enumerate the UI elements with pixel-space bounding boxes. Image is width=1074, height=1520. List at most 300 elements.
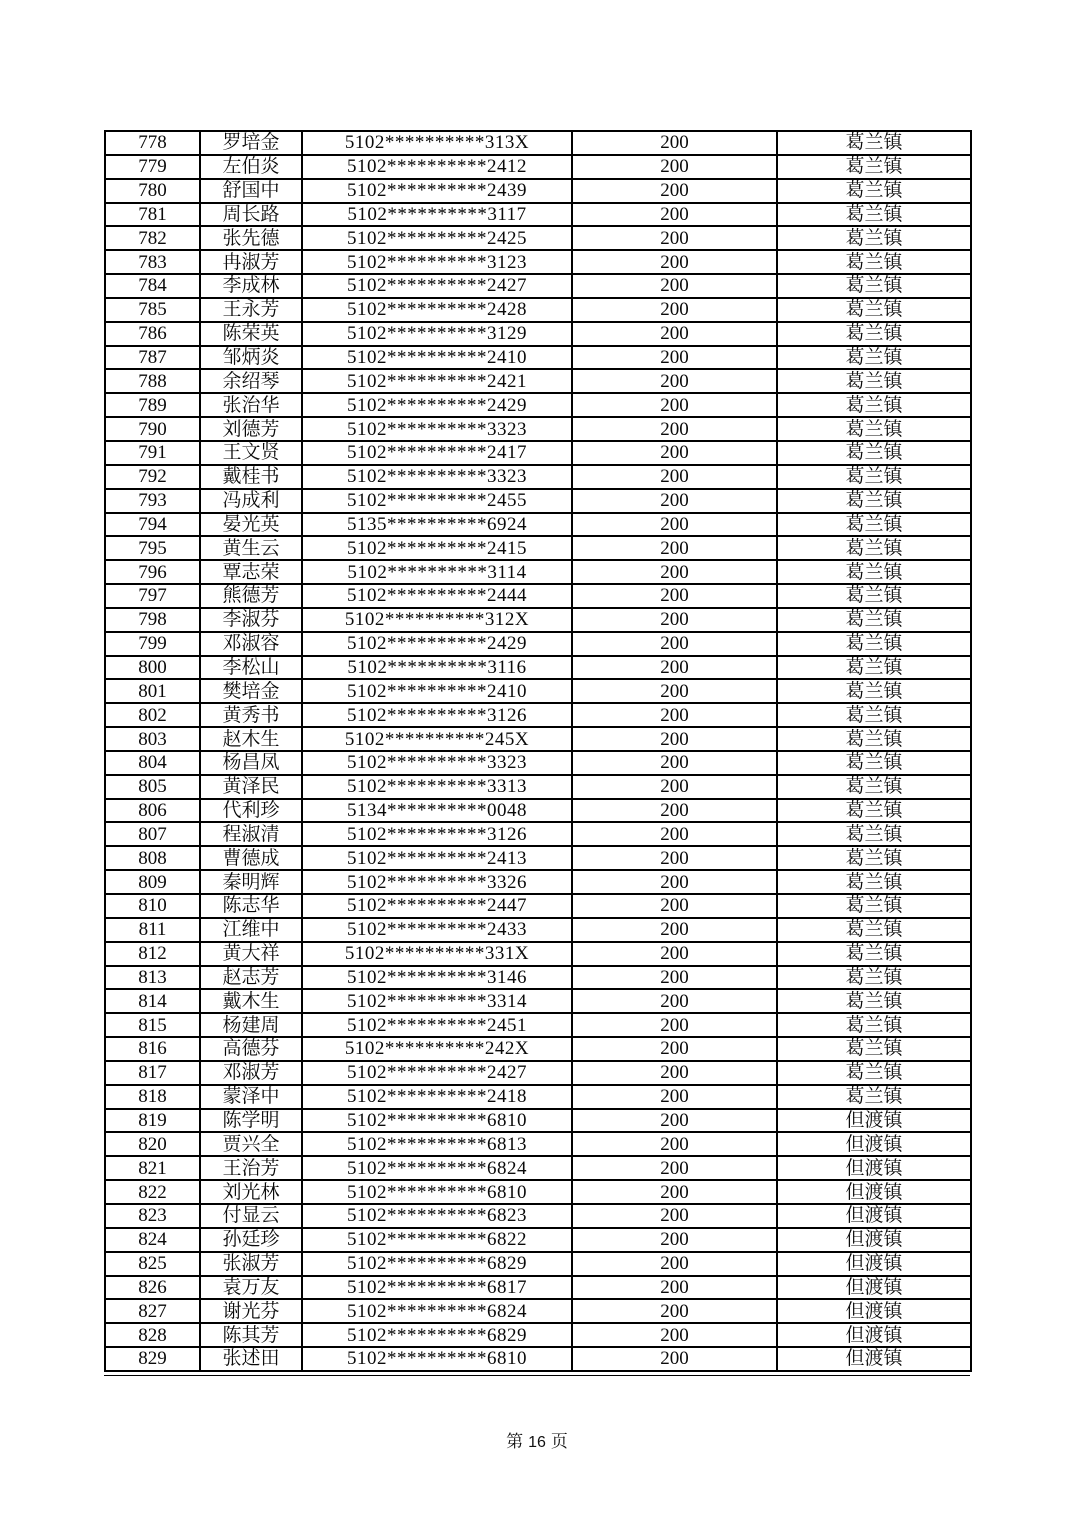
cell-id-number: 5102**********3323: [302, 417, 572, 441]
table-body: [105, 131, 971, 1371]
table-row: [105, 322, 971, 346]
cell-amount: 200: [572, 727, 777, 751]
cell-town-name: 葛兰镇: [777, 513, 971, 537]
cell-person-name: 戴桂书: [200, 465, 302, 489]
cell-sequence-number: 817: [105, 1061, 200, 1085]
cell-amount: 200: [572, 1276, 777, 1300]
cell-id-number: 5102**********2418: [302, 1085, 572, 1109]
cell-town-name: 葛兰镇: [777, 775, 971, 799]
cell-person-name: 袁万友: [200, 1276, 302, 1300]
cell-town-name: 但渡镇: [777, 1132, 971, 1156]
cell-amount: 200: [572, 1132, 777, 1156]
cell-sequence-number: 822: [105, 1180, 200, 1204]
cell-person-name: 冯成利: [200, 489, 302, 513]
table-row: [105, 966, 971, 990]
cell-id-number: 5134**********0048: [302, 799, 572, 823]
cell-amount: 200: [572, 369, 777, 393]
cell-town-name: 葛兰镇: [777, 536, 971, 560]
cell-person-name: 张先德: [200, 226, 302, 250]
cell-town-name: 葛兰镇: [777, 346, 971, 370]
cell-town-name: 葛兰镇: [777, 155, 971, 179]
cell-town-name: 葛兰镇: [777, 989, 971, 1013]
cell-id-number: 5102**********6810: [302, 1180, 572, 1204]
table-row: [105, 1037, 971, 1061]
cell-sequence-number: 829: [105, 1347, 200, 1371]
cell-town-name: 但渡镇: [777, 1180, 971, 1204]
table-row: [105, 513, 971, 537]
table-row: [105, 536, 971, 560]
cell-person-name: 冉淑芳: [200, 250, 302, 274]
cell-amount: 200: [572, 1347, 777, 1371]
cell-sequence-number: 800: [105, 656, 200, 680]
cell-person-name: 张述田: [200, 1347, 302, 1371]
cell-person-name: 樊培金: [200, 679, 302, 703]
cell-id-number: 5102**********2444: [302, 584, 572, 608]
cell-id-number: 5102**********2412: [302, 155, 572, 179]
cell-person-name: 黄大祥: [200, 942, 302, 966]
table-row: [105, 560, 971, 584]
table-row: [105, 1180, 971, 1204]
cell-amount: 200: [572, 322, 777, 346]
cell-sequence-number: 821: [105, 1156, 200, 1180]
cell-amount: 200: [572, 465, 777, 489]
cell-sequence-number: 792: [105, 465, 200, 489]
cell-person-name: 秦明辉: [200, 870, 302, 894]
table-row: [105, 1013, 971, 1037]
cell-id-number: 5102**********6829: [302, 1252, 572, 1276]
cell-person-name: 李松山: [200, 656, 302, 680]
cell-town-name: 但渡镇: [777, 1323, 971, 1347]
cell-amount: 200: [572, 1061, 777, 1085]
table-row: [105, 656, 971, 680]
cell-person-name: 熊德芳: [200, 584, 302, 608]
cell-sequence-number: 801: [105, 679, 200, 703]
cell-person-name: 蒙泽中: [200, 1085, 302, 1109]
cell-town-name: 葛兰镇: [777, 393, 971, 417]
cell-sequence-number: 796: [105, 560, 200, 584]
cell-person-name: 戴木生: [200, 989, 302, 1013]
cell-town-name: 葛兰镇: [777, 250, 971, 274]
cell-person-name: 杨昌凤: [200, 751, 302, 775]
cell-id-number: 5102**********6817: [302, 1276, 572, 1300]
cell-sequence-number: 802: [105, 703, 200, 727]
cell-id-number: 5102**********3323: [302, 751, 572, 775]
cell-person-name: 贾兴全: [200, 1132, 302, 1156]
cell-person-name: 程淑清: [200, 822, 302, 846]
cell-amount: 200: [572, 846, 777, 870]
table-row: [105, 417, 971, 441]
cell-town-name: 但渡镇: [777, 1156, 971, 1180]
table-row: [105, 679, 971, 703]
table-row: [105, 894, 971, 918]
cell-sequence-number: 810: [105, 894, 200, 918]
cell-person-name: 江维中: [200, 918, 302, 942]
cell-town-name: 葛兰镇: [777, 203, 971, 227]
cell-town-name: 葛兰镇: [777, 1037, 971, 1061]
cell-id-number: 5102**********331X: [302, 942, 572, 966]
table-row: [105, 393, 971, 417]
cell-town-name: 葛兰镇: [777, 298, 971, 322]
cell-person-name: 左伯炎: [200, 155, 302, 179]
cell-amount: 200: [572, 894, 777, 918]
cell-id-number: 5102**********2455: [302, 489, 572, 513]
cell-town-name: 葛兰镇: [777, 560, 971, 584]
cell-person-name: 周长路: [200, 203, 302, 227]
cell-amount: 200: [572, 1037, 777, 1061]
cell-id-number: 5102**********2427: [302, 1061, 572, 1085]
cell-amount: 200: [572, 298, 777, 322]
cell-id-number: 5102**********6813: [302, 1132, 572, 1156]
cell-person-name: 邓淑容: [200, 632, 302, 656]
cell-id-number: 5102**********6810: [302, 1347, 572, 1371]
cell-person-name: 黄生云: [200, 536, 302, 560]
table-row: [105, 250, 971, 274]
cell-town-name: 葛兰镇: [777, 751, 971, 775]
cell-sequence-number: 778: [105, 131, 200, 155]
cell-amount: 200: [572, 536, 777, 560]
cell-amount: 200: [572, 1299, 777, 1323]
cell-person-name: 邹炳炎: [200, 346, 302, 370]
cell-town-name: 葛兰镇: [777, 870, 971, 894]
cell-town-name: 葛兰镇: [777, 966, 971, 990]
cell-person-name: 晏光英: [200, 513, 302, 537]
cell-person-name: 黄泽民: [200, 775, 302, 799]
cell-amount: 200: [572, 679, 777, 703]
cell-person-name: 李成林: [200, 274, 302, 298]
cell-amount: 200: [572, 822, 777, 846]
cell-id-number: 5102**********2417: [302, 441, 572, 465]
cell-sequence-number: 805: [105, 775, 200, 799]
cell-amount: 200: [572, 203, 777, 227]
cell-town-name: 葛兰镇: [777, 894, 971, 918]
table-row: [105, 775, 971, 799]
cell-town-name: 但渡镇: [777, 1299, 971, 1323]
cell-amount: 200: [572, 1013, 777, 1037]
table-row: [105, 441, 971, 465]
table-row: [105, 942, 971, 966]
cell-sequence-number: 791: [105, 441, 200, 465]
table-row: [105, 274, 971, 298]
table-row: [105, 131, 971, 155]
cell-town-name: 葛兰镇: [777, 632, 971, 656]
cell-id-number: 5102**********312X: [302, 608, 572, 632]
cell-id-number: 5102**********2429: [302, 393, 572, 417]
cell-sequence-number: 819: [105, 1109, 200, 1133]
cell-person-name: 付显云: [200, 1204, 302, 1228]
cell-person-name: 陈学明: [200, 1109, 302, 1133]
cell-amount: 200: [572, 1252, 777, 1276]
cell-id-number: 5102**********245X: [302, 727, 572, 751]
cell-id-number: 5102**********3114: [302, 560, 572, 584]
cell-sequence-number: 814: [105, 989, 200, 1013]
cell-town-name: 但渡镇: [777, 1228, 971, 1252]
cell-person-name: 陈其芳: [200, 1323, 302, 1347]
table-row: [105, 846, 971, 870]
cell-id-number: 5102**********6824: [302, 1156, 572, 1180]
cell-town-name: 葛兰镇: [777, 918, 971, 942]
cell-sequence-number: 816: [105, 1037, 200, 1061]
table-row: [105, 179, 971, 203]
cell-town-name: 葛兰镇: [777, 1061, 971, 1085]
cell-amount: 200: [572, 346, 777, 370]
cell-town-name: 葛兰镇: [777, 608, 971, 632]
cell-person-name: 孙廷珍: [200, 1228, 302, 1252]
cell-id-number: 5102**********2427: [302, 274, 572, 298]
cell-person-name: 高德芬: [200, 1037, 302, 1061]
cell-amount: 200: [572, 632, 777, 656]
cell-id-number: 5102**********2410: [302, 679, 572, 703]
table-row: [105, 989, 971, 1013]
cell-person-name: 覃志荣: [200, 560, 302, 584]
cell-id-number: 5102**********2415: [302, 536, 572, 560]
cell-person-name: 刘光林: [200, 1180, 302, 1204]
cell-person-name: 刘德芳: [200, 417, 302, 441]
table-bottom-rule: [104, 1375, 970, 1376]
cell-town-name: 葛兰镇: [777, 656, 971, 680]
cell-amount: 200: [572, 966, 777, 990]
cell-amount: 200: [572, 989, 777, 1013]
table-row: [105, 1323, 971, 1347]
cell-person-name: 谢光芬: [200, 1299, 302, 1323]
cell-person-name: 王文贤: [200, 441, 302, 465]
table-row: [105, 1299, 971, 1323]
cell-sequence-number: 804: [105, 751, 200, 775]
cell-id-number: 5102**********6824: [302, 1299, 572, 1323]
cell-sequence-number: 820: [105, 1132, 200, 1156]
cell-person-name: 王永芳: [200, 298, 302, 322]
cell-sequence-number: 783: [105, 250, 200, 274]
cell-sequence-number: 793: [105, 489, 200, 513]
cell-town-name: 但渡镇: [777, 1276, 971, 1300]
cell-id-number: 5102**********3323: [302, 465, 572, 489]
cell-amount: 200: [572, 703, 777, 727]
page-footer: [0, 1427, 1074, 1452]
table-row: [105, 799, 971, 823]
table-row: [105, 870, 971, 894]
cell-amount: 200: [572, 274, 777, 298]
cell-id-number: 5102**********6822: [302, 1228, 572, 1252]
cell-sequence-number: 824: [105, 1228, 200, 1252]
cell-town-name: 葛兰镇: [777, 679, 971, 703]
cell-sequence-number: 799: [105, 632, 200, 656]
table-row: [105, 727, 971, 751]
table-row: [105, 1276, 971, 1300]
cell-town-name: 葛兰镇: [777, 799, 971, 823]
cell-amount: 200: [572, 1204, 777, 1228]
cell-id-number: 5102**********2421: [302, 369, 572, 393]
table-row: [105, 346, 971, 370]
cell-person-name: 李淑芬: [200, 608, 302, 632]
table-row: [105, 608, 971, 632]
cell-amount: 200: [572, 656, 777, 680]
table-row: [105, 489, 971, 513]
cell-amount: 200: [572, 489, 777, 513]
cell-person-name: 罗培金: [200, 131, 302, 155]
cell-sequence-number: 779: [105, 155, 200, 179]
cell-sequence-number: 798: [105, 608, 200, 632]
cell-town-name: 葛兰镇: [777, 322, 971, 346]
cell-town-name: 葛兰镇: [777, 1085, 971, 1109]
cell-town-name: 葛兰镇: [777, 274, 971, 298]
table-row: [105, 465, 971, 489]
cell-sequence-number: 786: [105, 322, 200, 346]
cell-amount: 200: [572, 155, 777, 179]
cell-id-number: 5102**********3313: [302, 775, 572, 799]
cell-amount: 200: [572, 1085, 777, 1109]
cell-id-number: 5102**********3126: [302, 822, 572, 846]
cell-id-number: 5135**********6924: [302, 513, 572, 537]
cell-sequence-number: 823: [105, 1204, 200, 1228]
cell-sequence-number: 806: [105, 799, 200, 823]
cell-amount: 200: [572, 250, 777, 274]
cell-amount: 200: [572, 584, 777, 608]
cell-id-number: 5102**********6823: [302, 1204, 572, 1228]
cell-sequence-number: 813: [105, 966, 200, 990]
cell-amount: 200: [572, 870, 777, 894]
cell-id-number: 5102**********2439: [302, 179, 572, 203]
table-row: [105, 203, 971, 227]
cell-id-number: 5102**********6810: [302, 1109, 572, 1133]
cell-id-number: 5102**********3123: [302, 250, 572, 274]
table-row: [105, 1109, 971, 1133]
cell-id-number: 5102**********3326: [302, 870, 572, 894]
cell-amount: 200: [572, 775, 777, 799]
table-row: [105, 1085, 971, 1109]
cell-sequence-number: 818: [105, 1085, 200, 1109]
cell-person-name: 代利珍: [200, 799, 302, 823]
cell-id-number: 5102**********3126: [302, 703, 572, 727]
table-row: [105, 1204, 971, 1228]
cell-town-name: 葛兰镇: [777, 584, 971, 608]
cell-amount: 200: [572, 1109, 777, 1133]
cell-town-name: 葛兰镇: [777, 465, 971, 489]
cell-id-number: 5102**********3129: [302, 322, 572, 346]
footer-suffix: 页: [550, 1432, 568, 1451]
cell-person-name: 杨建周: [200, 1013, 302, 1037]
cell-amount: 200: [572, 942, 777, 966]
cell-amount: 200: [572, 751, 777, 775]
cell-amount: 200: [572, 1323, 777, 1347]
cell-id-number: 5102**********2451: [302, 1013, 572, 1037]
table-row: [105, 918, 971, 942]
cell-person-name: 邓淑芳: [200, 1061, 302, 1085]
cell-id-number: 5102**********3146: [302, 966, 572, 990]
table-row: [105, 155, 971, 179]
cell-town-name: 葛兰镇: [777, 1013, 971, 1037]
cell-town-name: 但渡镇: [777, 1204, 971, 1228]
cell-sequence-number: 794: [105, 513, 200, 537]
cell-sequence-number: 807: [105, 822, 200, 846]
payment-roster-table: [104, 130, 972, 1372]
cell-sequence-number: 815: [105, 1013, 200, 1037]
cell-town-name: 葛兰镇: [777, 417, 971, 441]
cell-town-name: 葛兰镇: [777, 822, 971, 846]
page-number: 16: [528, 1434, 546, 1451]
cell-person-name: 舒国中: [200, 179, 302, 203]
cell-amount: 200: [572, 608, 777, 632]
cell-amount: 200: [572, 513, 777, 537]
table-row: [105, 1252, 971, 1276]
cell-sequence-number: 795: [105, 536, 200, 560]
cell-sequence-number: 828: [105, 1323, 200, 1347]
cell-sequence-number: 785: [105, 298, 200, 322]
cell-amount: 200: [572, 131, 777, 155]
cell-amount: 200: [572, 441, 777, 465]
cell-sequence-number: 784: [105, 274, 200, 298]
cell-id-number: 5102**********2428: [302, 298, 572, 322]
cell-sequence-number: 781: [105, 203, 200, 227]
cell-sequence-number: 826: [105, 1276, 200, 1300]
table-row: [105, 584, 971, 608]
cell-town-name: 葛兰镇: [777, 369, 971, 393]
cell-amount: 200: [572, 226, 777, 250]
table-row: [105, 1156, 971, 1180]
cell-person-name: 黄秀书: [200, 703, 302, 727]
cell-id-number: 5102**********2447: [302, 894, 572, 918]
cell-amount: 200: [572, 560, 777, 584]
cell-town-name: 但渡镇: [777, 1347, 971, 1371]
table-row: [105, 1228, 971, 1252]
cell-id-number: 5102**********313X: [302, 131, 572, 155]
cell-amount: 200: [572, 393, 777, 417]
cell-town-name: 葛兰镇: [777, 441, 971, 465]
table-row: [105, 226, 971, 250]
cell-id-number: 5102**********2425: [302, 226, 572, 250]
cell-id-number: 5102**********2410: [302, 346, 572, 370]
cell-amount: 200: [572, 1180, 777, 1204]
cell-town-name: 葛兰镇: [777, 489, 971, 513]
cell-amount: 200: [572, 1228, 777, 1252]
cell-amount: 200: [572, 918, 777, 942]
table-row: [105, 1347, 971, 1371]
cell-sequence-number: 787: [105, 346, 200, 370]
cell-sequence-number: 811: [105, 918, 200, 942]
cell-id-number: 5102**********3117: [302, 203, 572, 227]
cell-id-number: 5102**********3116: [302, 656, 572, 680]
cell-town-name: 葛兰镇: [777, 131, 971, 155]
cell-person-name: 赵木生: [200, 727, 302, 751]
cell-id-number: 5102**********2433: [302, 918, 572, 942]
cell-person-name: 王治芳: [200, 1156, 302, 1180]
cell-person-name: 张治华: [200, 393, 302, 417]
table-row: [105, 632, 971, 656]
table-row: [105, 1061, 971, 1085]
cell-id-number: 5102**********6829: [302, 1323, 572, 1347]
cell-amount: 200: [572, 799, 777, 823]
cell-person-name: 陈志华: [200, 894, 302, 918]
cell-town-name: 葛兰镇: [777, 846, 971, 870]
cell-id-number: 5102**********2429: [302, 632, 572, 656]
cell-sequence-number: 809: [105, 870, 200, 894]
cell-person-name: 余绍琴: [200, 369, 302, 393]
cell-amount: 200: [572, 417, 777, 441]
cell-sequence-number: 789: [105, 393, 200, 417]
table-row: [105, 369, 971, 393]
table-row: [105, 298, 971, 322]
table-row: [105, 703, 971, 727]
cell-person-name: 陈荣英: [200, 322, 302, 346]
cell-sequence-number: 827: [105, 1299, 200, 1323]
table-row: [105, 751, 971, 775]
cell-town-name: 葛兰镇: [777, 727, 971, 751]
cell-town-name: 但渡镇: [777, 1109, 971, 1133]
cell-sequence-number: 790: [105, 417, 200, 441]
cell-person-name: 曹德成: [200, 846, 302, 870]
cell-sequence-number: 812: [105, 942, 200, 966]
cell-sequence-number: 780: [105, 179, 200, 203]
cell-person-name: 赵志芳: [200, 966, 302, 990]
table-row: [105, 1132, 971, 1156]
